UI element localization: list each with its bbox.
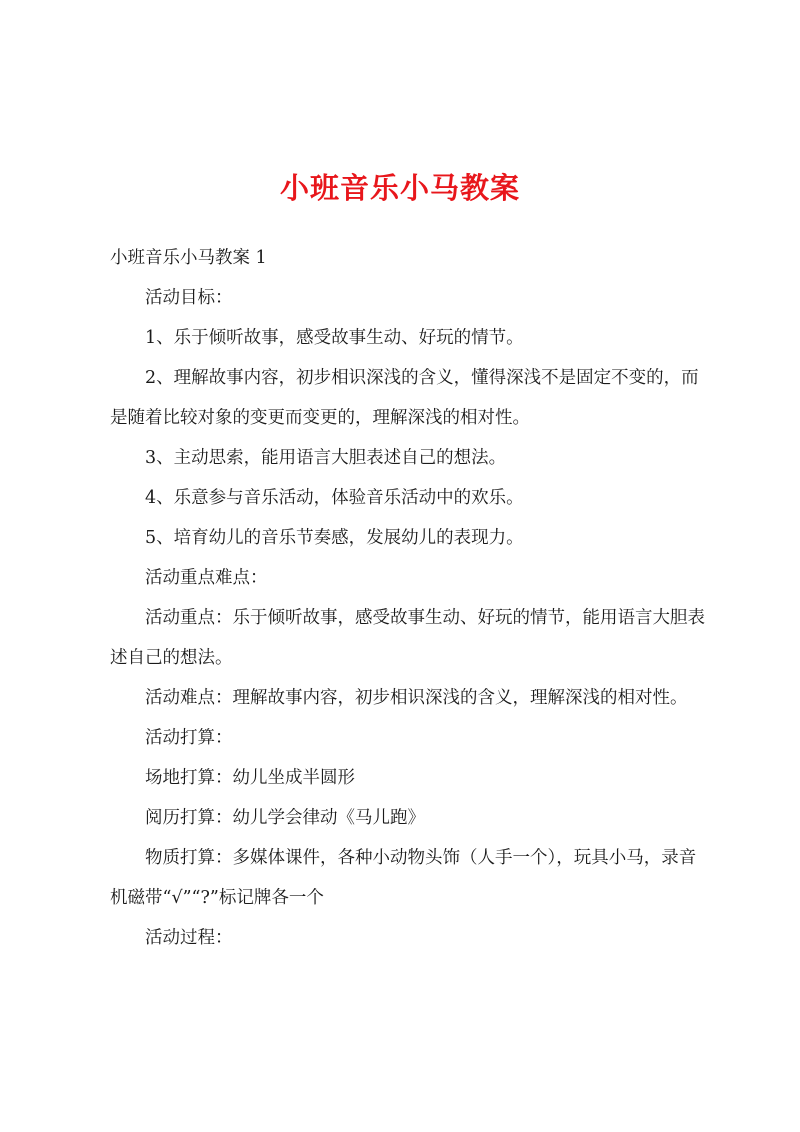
document-body xyxy=(110,238,710,958)
paragraph-goal-3: 3、主动思索，能用语言大胆表述自己的想法。 xyxy=(145,448,507,468)
paragraph-goal-2: 2、理解故事内容，初步相识深浅的含义，懂得深浅不是固定不变的，而是随着比较对象的变更而变更的，理解深浅的相对性。 xyxy=(110,368,699,428)
paragraph-heading-key-points: 活动重点难点： xyxy=(145,568,268,588)
paragraph-difficult-point: 活动难点：理解故事内容，初步相识深浅的含义，理解深浅的相对性。 xyxy=(145,688,688,708)
paragraph-heading-goals: 活动目标： xyxy=(145,288,233,308)
paragraph-heading-process: 活动过程： xyxy=(145,928,233,948)
paragraph-key-point: 活动重点：乐于倾听故事，感受故事生动、好玩的情节，能用语言大胆表述自己的想法。 xyxy=(110,608,705,668)
paragraph-venue-preparation: 场地打算：幼儿坐成半圆形 xyxy=(145,768,355,788)
paragraph-goal-1: 1、乐于倾听故事，感受故事生动、好玩的情节。 xyxy=(145,328,524,348)
paragraph-experience-preparation: 阅历打算：幼儿学会律动《马儿跑》 xyxy=(145,808,425,828)
paragraph-goal-5: 5、培育幼儿的音乐节奏感，发展幼儿的表现力。 xyxy=(145,528,524,548)
paragraph-subtitle: 小班音乐小马教案 1 xyxy=(110,248,267,268)
document-title: 小班音乐小马教案 xyxy=(279,171,520,205)
paragraph-material-preparation: 物质打算：多媒体课件，各种小动物头饰（人手一个），玩具小马，录音机磁带“√”“?”标记牌各一个 xyxy=(110,848,697,908)
paragraph-heading-preparation: 活动打算： xyxy=(145,728,233,748)
paragraph-goal-4: 4、乐意参与音乐活动，体验音乐活动中的欢乐。 xyxy=(145,488,524,508)
